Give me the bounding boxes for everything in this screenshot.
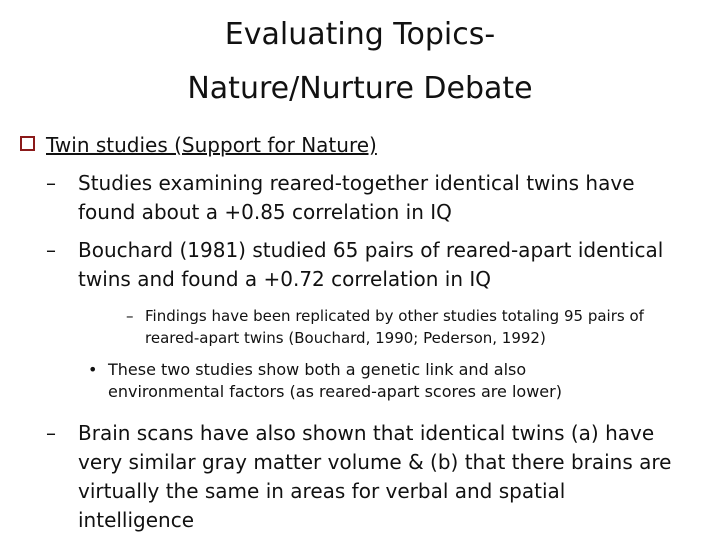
dash-bullet-3: – — [126, 307, 134, 325]
slide-title — [0, 8, 720, 116]
sub-bullet-4-line-2: environmental factors (as reared-apart scores are lower) — [108, 382, 562, 401]
sub-bullet-4 — [108, 359, 562, 403]
sub-bullet-5-line-3: virtually the same in areas for verbal and spatial — [78, 479, 566, 503]
sub-bullet-5-line-2: very similar gray matter volume & (b) that there brains are — [78, 450, 672, 474]
sub-bullet-1-line-2: found about a +0.85 correlation in IQ — [78, 200, 452, 224]
sub-bullet-3 — [145, 305, 644, 349]
title-line-2: Nature/Nurture Debate — [187, 71, 533, 106]
sub-bullet-2-line-2: twins and found a +0.72 correlation in IQ — [78, 267, 492, 291]
title-line-1: Evaluating Topics- — [224, 17, 496, 52]
sub-bullet-5-line-4: intelligence — [78, 508, 195, 532]
sub-bullet-2-line-1: Bouchard (1981) studied 65 pairs of reared-apart identical — [78, 238, 664, 262]
hollow-square-icon — [20, 136, 35, 151]
sub-bullet-3-line-2: reared-apart twins (Bouchard, 1990; Pederson, 1992) — [145, 329, 546, 347]
bullet-heading: Twin studies (Support for Nature) — [46, 133, 377, 157]
dash-bullet-5: – — [46, 421, 56, 445]
dash-bullet-1: – — [46, 171, 56, 195]
dot-bullet: • — [88, 360, 98, 379]
sub-bullet-4-line-1: These two studies show both a genetic link and also — [108, 360, 527, 379]
sub-bullet-5 — [78, 419, 671, 535]
sub-bullet-2 — [78, 236, 663, 294]
dash-bullet-2: – — [46, 238, 56, 262]
sub-bullet-1 — [78, 169, 635, 227]
sub-bullet-3-line-1: Findings have been replicated by other studies totaling 95 pairs of — [145, 307, 644, 325]
sub-bullet-1-line-1: Studies examining reared-together identical twins have — [78, 171, 635, 195]
sub-bullet-5-line-1: Brain scans have also shown that identical twins (a) have — [78, 421, 655, 445]
